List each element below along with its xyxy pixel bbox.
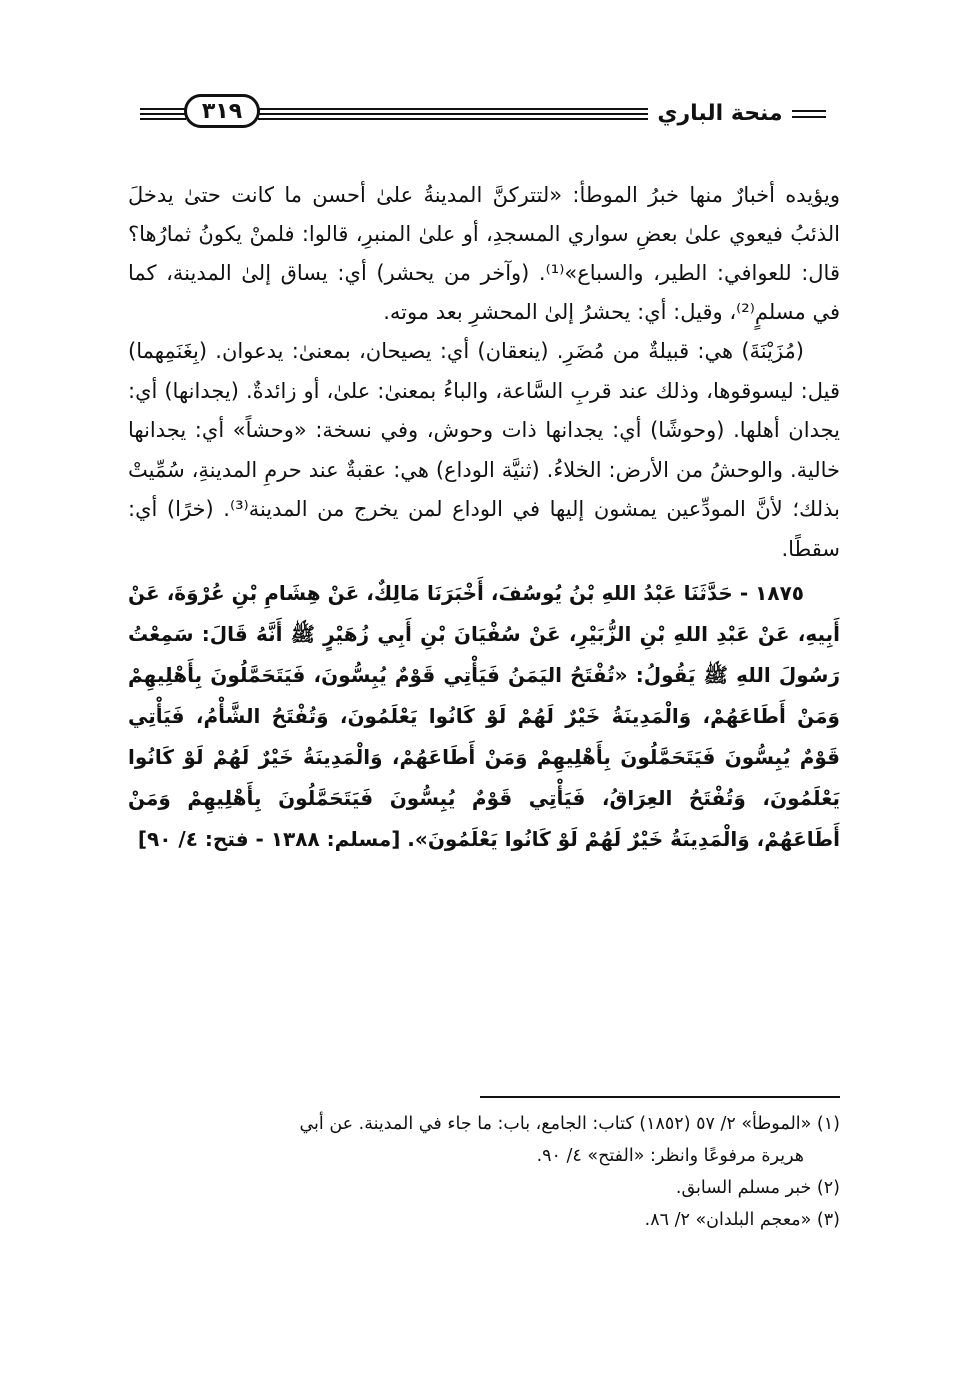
- header-rule: [792, 116, 826, 118]
- header-rule: [140, 113, 186, 115]
- header-rule: [258, 113, 648, 115]
- commentary-paragraph: ويؤيده أخبارٌ منها خبرُ الموطأ: «لتتركنَّ المدينةُ علىٰ أحسن ما كانت حتىٰ يدخلَ الذئبُ فيعوي علىٰ بعضِ سواري المسجدِ، أو علىٰ المنبرِ، قالوا: فلمنْ يكونُ ثمارُها؟ قال: للعوافي: الطير، والسباع»⁽¹⁾. (وآخر من يحشر) أي: يساق إلىٰ المدينة، كما في مسلمٍ⁽²⁾، وقيل: أي: يحشرُ إلىٰ المحشرِ بعد موته.: [128, 183, 840, 324]
- header-rule: [140, 118, 186, 120]
- footnote-2: (٢) خبر مسلم السابق.: [675, 1178, 840, 1198]
- header-rule: [140, 108, 186, 110]
- footnote-1: (١) «الموطأ» ٢/ ٥٧ (١٨٥٢) كتاب: الجامع، باب: ما جاء في المدينة. عن أبي: [299, 1114, 840, 1134]
- page-header: [140, 88, 826, 140]
- footnote-separator: [480, 1096, 840, 1098]
- book-title: منحة الباري: [657, 101, 783, 126]
- header-rule: [792, 110, 826, 112]
- footnote-1-continuation: هريرة مرفوعًا وانظر: «الفتح» ٤/ ٩٠.: [536, 1146, 804, 1166]
- footnote-3: (٣) «معجم البلدان» ٢/ ٨٦.: [644, 1210, 840, 1230]
- hadith-text: ١٨٧٥ - حَدَّثَنَا عَبْدُ اللهِ بْنُ يُوسُفَ، أَخْبَرَنَا مَالِكٌ، عَنْ هِشَامِ بْنِ عُرْوَةَ، عَنْ أَبِيهِ، عَنْ عَبْدِ اللهِ بْنِ الزُّبَيْرِ، عَنْ سُفْيَانَ بْنِ أَبِي زُهَيْرٍ ﷺ أَنَّهُ قَالَ: سَمِعْتُ رَسُولَ اللهِ ﷺ يَقُولُ: «تُفْتَحُ اليَمَنُ فَيَأْتِي قَوْمٌ يُبِسُّونَ، فَيَتَحَمَّلُونَ بِأَهْلِيهِمْ وَمَنْ أَطَاعَهُمْ، وَالْمَدِينَةُ خَيْرٌ لَهُمْ لَوْ كَانُوا يَعْلَمُونَ، وَتُفْتَحُ الشَّأْمُ، فَيَأْتِي قَوْمٌ يُبِسُّونَ فَيَتَحَمَّلُونَ بِأَهْلِيهِمْ وَمَنْ أَطَاعَهُمْ، وَالْمَدِينَةُ خَيْرٌ لَهُمْ لَوْ كَانُوا يَعْلَمُونَ، وَتُفْتَحُ العِرَاقُ، فَيَأْتِي قَوْمٌ يُبِسُّونَ فَيَتَحَمَّلُونَ بِأَهْلِيهِمْ وَمَنْ أَطَاعَهُمْ، وَالْمَدِينَةُ خَيْرٌ لَهُمْ لَوْ كَانُوا يَعْلَمُونَ». [مسلم: ١٣٨٨ - فتح: ٤/ ٩٠]: [128, 581, 840, 851]
- header-rule: [258, 108, 648, 110]
- commentary-paragraph: (مُزَيْنَةَ) هي: قبيلةٌ من مُضَرِ. (ينعقان) أي: يصيحان، بمعنىٰ: يدعوان. (بِغَنَمِهما) قيل: ليسوقوها، وذلك عند قربِ السَّاعة، والباءُ بمعنىٰ: علىٰ، أو زائدةٌ. (يجدانها) أي: يجدان أهلها. (وحوشًا) أي: يجدانها ذات وحوش، وفي نسخة: «وحشاً» أي: يجدانها خالية. والوحشُ من الأرض: الخلاءُ. (ثنيَّة الوداع) هي: عقبةٌ عند حرمِ المدينةِ، سُمِّيتْ بذلك؛ لأنَّ المودِّعين يمشون إليها في الوداع لمن يخرج من المدينة⁽³⁾. (خرًا) أي: سقطًا.: [128, 339, 840, 561]
- main-text: [128, 176, 840, 860]
- footnotes: [128, 1108, 840, 1236]
- header-rule: [258, 118, 648, 120]
- page-number: ٣١٩: [184, 94, 260, 128]
